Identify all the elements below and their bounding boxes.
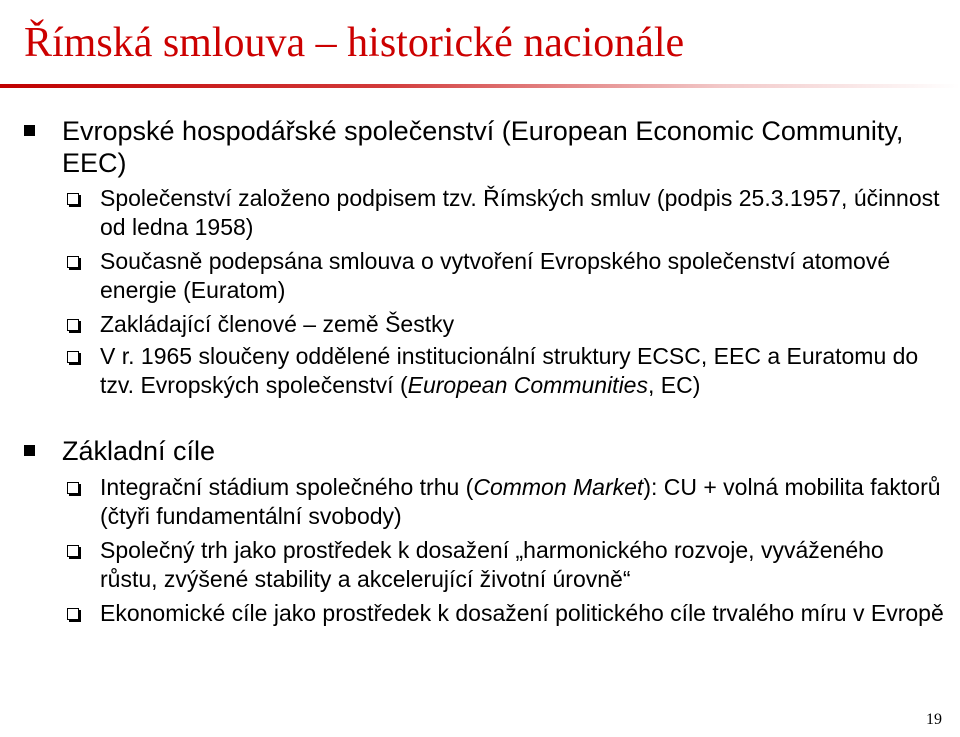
bullet-merger-1965 (100, 342, 945, 400)
bullet-text-part: Integrační stádium společného trhu ( (100, 474, 474, 500)
slide-title: Římská smlouva – historické nacionále (24, 20, 685, 66)
bullet-common-market (100, 473, 945, 531)
bullet-harmonic-development (100, 536, 945, 594)
bullet-text: Společný trh jako prostředek k dosažení „harmonického rozvoje, vyváženého růstu, zvýšené stability a akcelerující životní úrovně“ (100, 537, 884, 592)
checkbox-bullet-icon (67, 482, 79, 494)
checkbox-bullet-icon (67, 351, 79, 363)
bullet-basic-goals (62, 435, 932, 467)
bullet-political-goal (100, 599, 945, 628)
bullet-text: Zakládající členové – země Šestky (100, 311, 455, 337)
bullet-founding-members (100, 310, 945, 339)
bullet-euratom (100, 247, 945, 305)
bullet-text-part: , EC) (647, 372, 701, 398)
bullet-text-italic: European Communities (407, 372, 648, 398)
bullet-text: Ekonomické cíle jako prostředek k dosažení politického cíle trvalého míru v Evropě (100, 600, 944, 626)
checkbox-bullet-icon (67, 256, 79, 268)
checkbox-bullet-icon (67, 193, 79, 205)
bullet-text-part: ): CU + volná mobilita faktorů (čtyři fundamentální svobody) (100, 474, 941, 529)
bullet-text: Současně podepsána smlouva o vytvoření Evropského společenství atomové energie (Euratom) (100, 248, 891, 303)
bullet-text: Společenství založeno podpisem tzv. Římských smluv (podpis 25.3.1957, účinnost od ledna 1958) (100, 185, 940, 240)
square-bullet-icon (24, 125, 35, 136)
bullet-text-italic: Common Market (473, 474, 644, 500)
bullet-text: Evropské hospodářské společenství (European Economic Community, EEC) (62, 116, 904, 178)
checkbox-bullet-icon (67, 319, 79, 331)
checkbox-bullet-icon (67, 545, 79, 557)
bullet-text-part: V r. 1965 sloučeny oddělené institucionální struktury ECSC, EEC a Euratomu do tzv. Evropských společenství ( (100, 343, 919, 398)
checkbox-bullet-icon (67, 608, 79, 620)
page-number: 19 (926, 711, 942, 728)
bullet-text: Základní cíle (62, 436, 216, 466)
title-underline (0, 84, 960, 88)
bullet-rome-treaties (100, 184, 945, 242)
square-bullet-icon (24, 445, 35, 456)
bullet-eec (62, 115, 932, 179)
